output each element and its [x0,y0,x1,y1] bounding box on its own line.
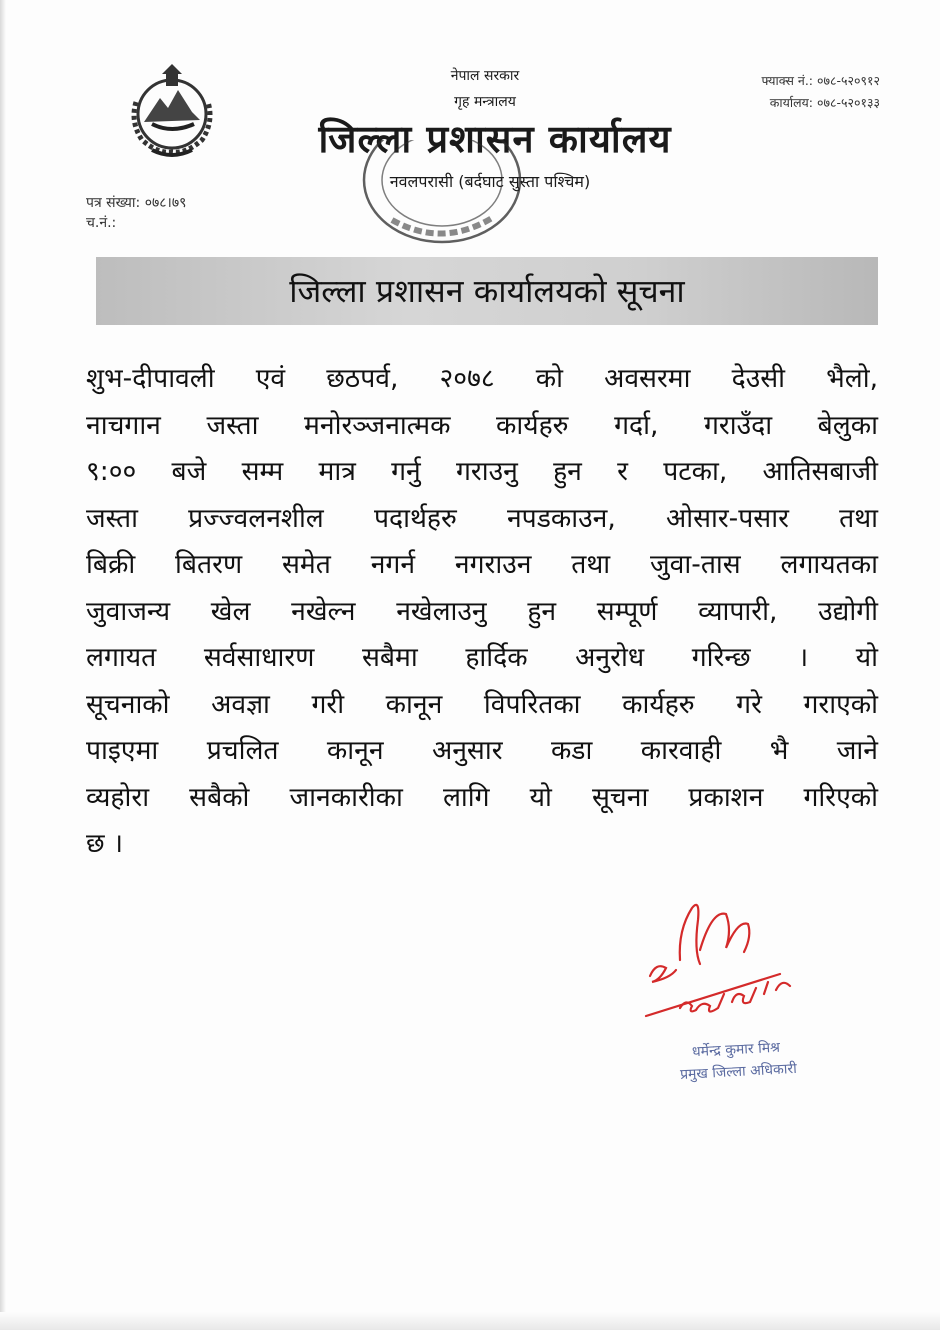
office-phone: कार्यालय: ०७८-५२०१३३ [769,95,880,110]
notice-line: लगायत सर्वसाधारण सबैमा हार्दिक अनुरोध गरिन्छ । यो [86,642,878,673]
notice-title: जिल्ला प्रशासन कार्यालयको सूचना [289,272,685,310]
notice-line: जस्ता प्रज्ज्वलनशील पदार्थहरु नपडकाउन, ओसार-पसार तथा [86,502,878,534]
notice-line: सूचनाको अवज्ञा गरी कानून विपरितका कार्यहरु गरे गराएको [86,688,878,720]
office-title: जिल्ला प्रशासन कार्यालय [318,117,672,161]
notice-line: जुवाजन्य खेल नखेल्न नखेलाउनु हुन सम्पूर्ण व्यापारी, उद्योगी [86,595,878,627]
dispatch-number: च.नं.: [86,215,117,231]
notice-line: नाचगान जस्ता मनोरञ्जनात्मक कार्यहरु गर्दा, गराउँदा बेलुका [86,409,878,441]
notice-line: ९:०० बजे सम्म मात्र गर्नु गराउनु हुन र पटका, आतिसबाजी [86,456,878,487]
notice-banner [96,257,878,325]
notice-line: बिक्री बितरण समेत नगर्न नगराउन तथा जुवा-तास लगायतका [86,549,878,580]
fax-number: फ्याक्स नं.: ०७८-५२०९१२ [761,73,880,88]
signatory-name: धर्मेन्द्र कुमार मिश्र [691,1039,781,1061]
notice-line: पाइएमा प्रचलित कानून अनुसार कडा कारवाही भै जाने [86,735,878,766]
notice-line: व्यहोरा सबैको जानकारीका लागि यो सूचना प्रकाशन गरिएको [86,781,878,813]
signatory-title: प्रमुख जिल्ला अधिकारी [679,1060,798,1084]
page-edge-shadow [0,0,6,1330]
notice-body [86,356,878,868]
notice-line: शुभ-दीपावली एवं छठपर्व, २०७८ को अवसरमा देउसी भैलो, [86,363,878,394]
letter-number: पत्र संख्या: ०७८।७९ [86,195,187,211]
office-seal-stamp [352,140,532,250]
handwritten-signature [640,890,840,1030]
office-address: नवलपरासी (बर्दघाट सुस्ता पश्चिम) [389,172,591,191]
government-name: नेपाल सरकार [450,68,520,84]
ministry-name: गृह मन्त्रालय [454,94,516,110]
nepal-emblem-icon [122,62,222,162]
notice-line: छ । [86,828,124,859]
page-bottom-edge [0,1312,940,1330]
